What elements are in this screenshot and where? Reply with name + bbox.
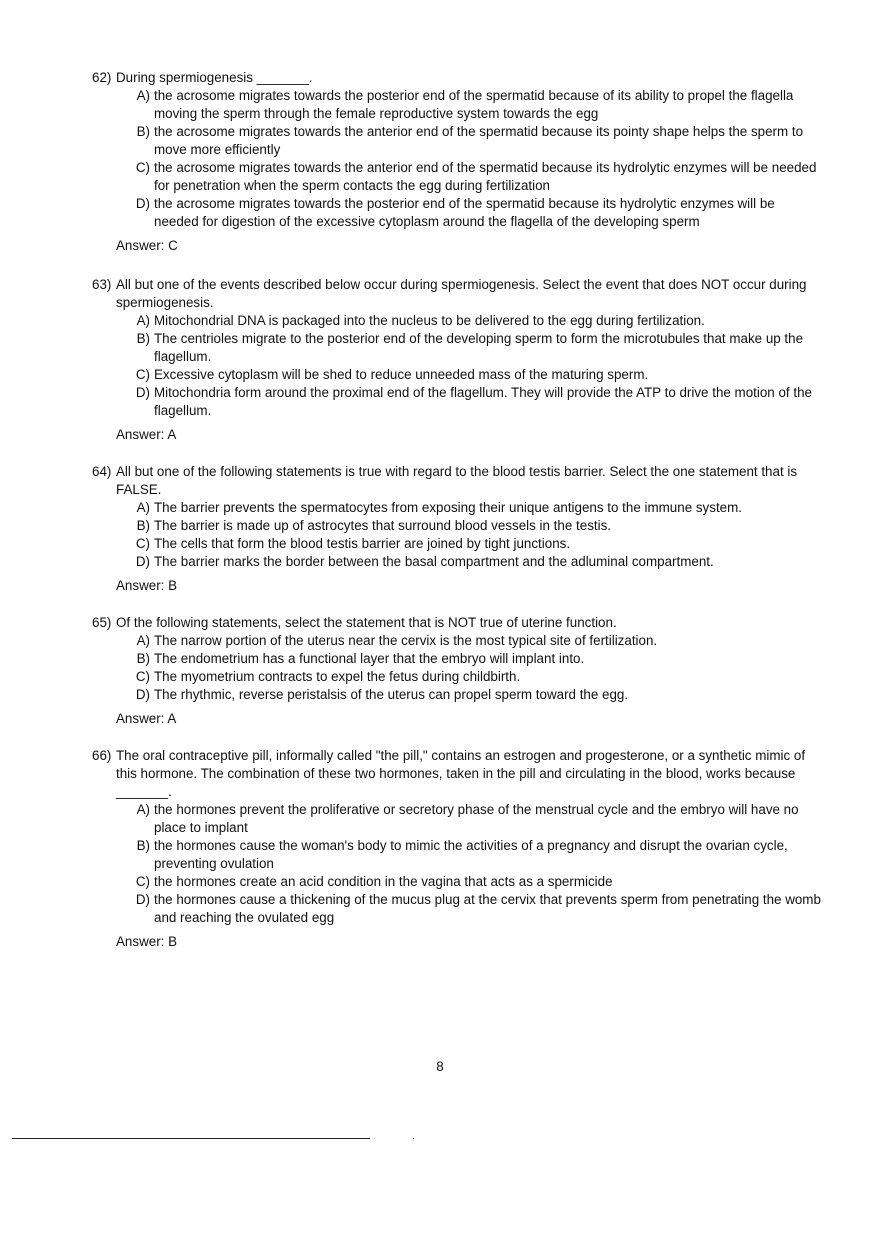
question-text: The oral contraceptive pill, informally called "the pill," contains an estrogen and progesterone, or a synthetic mimic of this hormone. The combination of these two hormones, taken in the pill and circulating in the blood, works because _______.: [116, 748, 806, 799]
option-b: B) The barrier is made up of astrocytes that surround blood vessels in the testis.: [136, 518, 611, 533]
option-c: C) The cells that form the blood testis barrier are joined by tight junctions.: [135, 536, 571, 551]
answer: Answer: A: [116, 711, 177, 726]
question-62: [92, 69, 822, 255]
option-b: B) the hormones cause the woman's body to mimic the activities of a pregnancy and disrupt the ovarian cycle, preventing ovulation: [136, 838, 788, 871]
page-number: 8: [436, 1059, 444, 1074]
option-a: A) The narrow portion of the uterus near the cervix is the most typical site of fertilization.: [136, 633, 658, 648]
question-number: 62): [92, 70, 112, 85]
question-63: [92, 276, 822, 444]
question-text: During spermiogenesis _______.: [116, 70, 313, 85]
option-d: D) The barrier marks the border between the basal compartment and the adluminal compartment.: [135, 554, 714, 569]
question-number: 66): [92, 748, 112, 763]
option-a: A) the hormones prevent the proliferative or secretory phase of the menstrual cycle and the embryo will have no place to implant: [136, 802, 799, 835]
question-66: [92, 747, 822, 951]
answer: Answer: B: [116, 578, 178, 593]
answer: Answer: A: [116, 427, 177, 442]
option-b: B) the acrosome migrates towards the anterior end of the spermatid because its pointy shape helps the sperm to move more efficiently: [136, 124, 804, 157]
option-c: C) the acrosome migrates towards the anterior end of the spermatid because its hydrolytic enzymes will be needed for penetration when the sperm contacts the egg during fertilization: [135, 160, 817, 193]
question-number: 64): [92, 464, 112, 479]
question-64: [92, 463, 822, 595]
question-number: 63): [92, 277, 112, 292]
option-a: A) The barrier prevents the spermatocytes from exposing their unique antigens to the immune system.: [136, 500, 742, 515]
footer-divider: [12, 1138, 370, 1139]
option-c: C) Excessive cytoplasm will be shed to reduce unneeded mass of the maturing sperm.: [135, 367, 649, 382]
option-b: B) The centrioles migrate to the posterior end of the developing sperm to form the microtubules that make up the flagellum.: [136, 331, 804, 364]
option-d: D) the hormones cause a thickening of the mucus plug at the cervix that prevents sperm from penetrating the womb and reaching the ovulated egg: [135, 892, 821, 925]
option-a: A) Mitochondrial DNA is packaged into the nucleus to be delivered to the egg during fertilization.: [136, 313, 705, 328]
answer: Answer: B: [116, 934, 178, 949]
question-text: All but one of the following statements is true with regard to the blood testis barrier. Select the one statement that is FALSE.: [116, 464, 798, 497]
question-text: All but one of the events described below occur during spermiogenesis. Select the event that does NOT occur during spermiogenesis.: [116, 277, 807, 310]
option-b: B) The endometrium has a functional layer that the embryo will implant into.: [136, 651, 585, 666]
option-d: D) the acrosome migrates towards the posterior end of the spermatid because its hydrolytic enzymes will be needed for digestion of the excessive cytoplasm around the flagella of the developing sperm: [135, 196, 775, 229]
option-c: C) The myometrium contracts to expel the fetus during childbirth.: [135, 669, 521, 684]
question-number: 65): [92, 615, 112, 630]
question-text: Of the following statements, select the statement that is NOT true of uterine function.: [116, 615, 617, 630]
option-a: A) the acrosome migrates towards the posterior end of the spermatid because of its ability to propel the flagella moving the sperm through the female reproductive system towards the egg: [136, 88, 794, 121]
option-d: D) The rhythmic, reverse peristalsis of the uterus can propel sperm toward the egg.: [135, 687, 629, 702]
footer-mark: .: [412, 1131, 415, 1142]
option-d: D) Mitochondria form around the proximal end of the flagellum. They will provide the ATP to drive the motion of the flagellum.: [135, 385, 812, 418]
question-65: [92, 614, 822, 728]
answer: Answer: C: [116, 238, 178, 253]
option-c: C) the hormones create an acid condition in the vagina that acts as a spermicide: [135, 874, 613, 889]
